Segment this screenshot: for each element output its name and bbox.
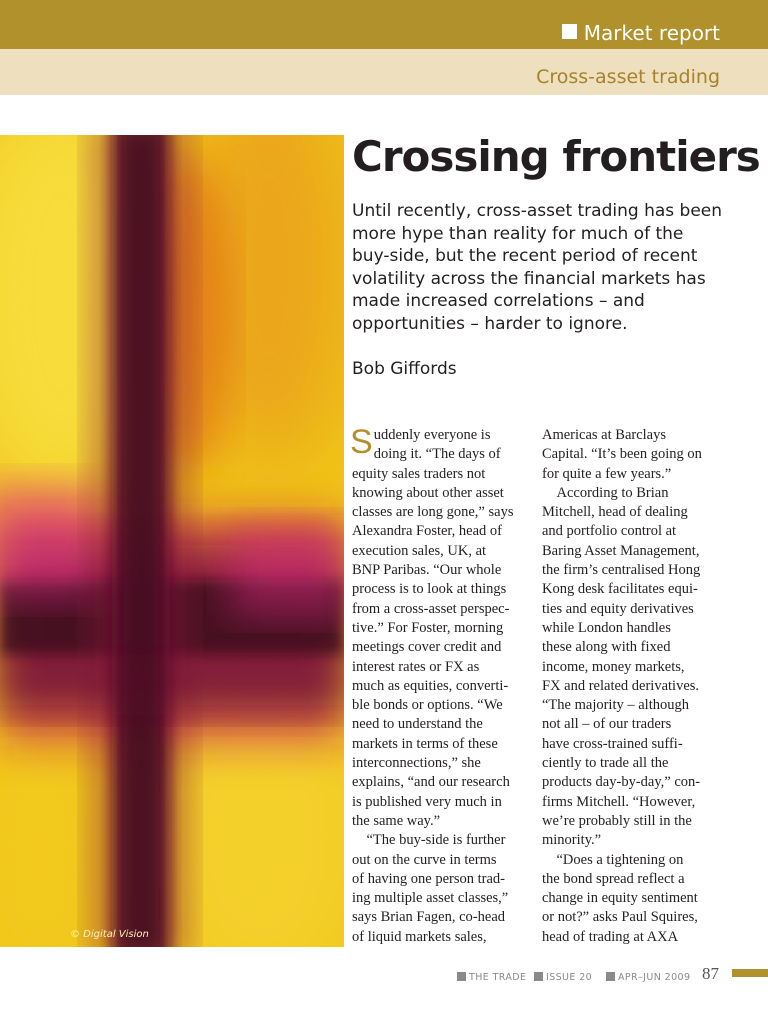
text-line: of liquid markets sales,	[352, 928, 487, 945]
text-line: while London handles	[542, 619, 671, 636]
text-line: ties and equity derivatives	[542, 600, 694, 617]
footer-issue-text: ISSUE 20	[546, 972, 593, 983]
page-number: 87	[702, 964, 719, 983]
text-line: have cross-trained suffi-	[542, 735, 683, 752]
page-footer	[0, 962, 768, 992]
text-line: BNP Paribas. “Our whole	[352, 562, 502, 579]
square-bullet-icon	[534, 972, 543, 981]
text-line: the bond spread reflect a	[542, 870, 685, 887]
text-line: Kong desk facilitates equi-	[542, 581, 698, 598]
text-line: is published very much in	[352, 793, 502, 810]
text-line: classes are long gone,” says	[352, 504, 514, 521]
footer-date	[606, 972, 690, 983]
text-line: for quite a few years.”	[542, 465, 672, 482]
text-line: uddenly everyone is	[373, 427, 491, 443]
square-bullet-icon	[606, 972, 615, 981]
text-line: out on the curve in terms	[352, 851, 497, 868]
square-bullet-icon	[562, 24, 577, 39]
text-line: ble bonds or options. “We	[352, 697, 503, 714]
text-line: not all – of our traders	[542, 716, 672, 733]
text-line: explains, “and our research	[352, 774, 510, 791]
text-line: ing multiple asset classes,”	[352, 890, 509, 907]
text-line: doing it. “The days of	[373, 446, 501, 463]
article-standfirst: Until recently, cross-asset trading has been more hype than reality for much of the buy-side, but the recent period of recent volatility across the financial markets has made increased correlations – and opportunities – harder to ignore.	[352, 201, 723, 334]
text-line: markets in terms of these	[352, 735, 498, 752]
text-line: and portfolio control at	[542, 523, 677, 540]
text-line: Alexandra Foster, head of	[352, 523, 503, 540]
text-line: from a cross-asset perspec-	[352, 600, 510, 617]
text-line: we’re probably still in the	[542, 812, 692, 829]
cross-painting-image	[0, 135, 344, 947]
footer-publication-text: THE TRADE	[469, 972, 527, 983]
footer-accent-bar	[732, 969, 768, 977]
text-line: these along with fixed	[542, 639, 671, 656]
text-line: Mitchell, head of dealing	[542, 504, 688, 521]
image-credit: © Digital Vision	[70, 929, 149, 940]
body-column-2	[542, 426, 722, 947]
square-bullet-icon	[457, 972, 466, 981]
section-label	[562, 20, 720, 46]
text-line: tive.” For Foster, morning	[352, 619, 504, 636]
text-line: equity sales traders not	[352, 465, 486, 482]
text-line: of having one person trad-	[352, 870, 506, 887]
author-byline: Bob Giffords	[352, 359, 457, 379]
text-line: “Does a tightening on	[542, 851, 684, 868]
footer-date-text: APR–JUN 2009	[618, 972, 691, 983]
text-line: firms Mitchell. “However,	[542, 793, 696, 810]
text-line: Americas at Barclays	[542, 427, 667, 443]
text-line: head of trading at AXA	[542, 928, 679, 945]
footer-publication	[457, 972, 526, 983]
text-line: Baring Asset Management,	[542, 542, 700, 559]
text-line: income, money markets,	[542, 658, 685, 675]
text-line: knowing about other asset	[352, 484, 504, 501]
text-line: much as equities, converti-	[352, 677, 509, 694]
text-line: ciently to trade all the	[542, 755, 669, 772]
text-line: need to understand the	[352, 716, 483, 733]
subsection-label: Cross-asset trading	[536, 66, 720, 88]
text-line: minority.”	[542, 832, 602, 849]
text-line: interest rates or FX as	[352, 658, 480, 675]
text-line: the same way.”	[352, 812, 441, 829]
text-line: “The buy-side is further	[352, 832, 506, 849]
text-line: the firm’s centralised Hong	[542, 562, 701, 579]
footer-issue	[534, 972, 592, 983]
subheader-band	[0, 49, 768, 95]
text-line: FX and related derivatives.	[542, 677, 700, 694]
text-line: says Brian Fagen, co-head	[352, 909, 506, 926]
section-label-text: Market report	[583, 21, 720, 45]
text-line: change in equity sentiment	[542, 890, 698, 907]
header-band	[0, 0, 768, 49]
text-line: According to Brian	[542, 484, 669, 501]
text-line: process is to look at things	[352, 581, 507, 598]
text-line: “The majority – although	[542, 697, 689, 714]
text-line: or not?” asks Paul Squires,	[542, 909, 698, 926]
text-line: execution sales, UK, at	[352, 542, 487, 559]
article-title: Crossing frontiers	[352, 132, 760, 181]
text-line: interconnections,” she	[352, 755, 481, 772]
drop-cap: S	[350, 423, 373, 461]
text-line: products day-by-day,” con-	[542, 774, 701, 791]
body-column-1	[350, 423, 532, 947]
text-line: meetings cover credit and	[352, 639, 502, 656]
text-line: Capital. “It’s been going on	[542, 446, 702, 463]
